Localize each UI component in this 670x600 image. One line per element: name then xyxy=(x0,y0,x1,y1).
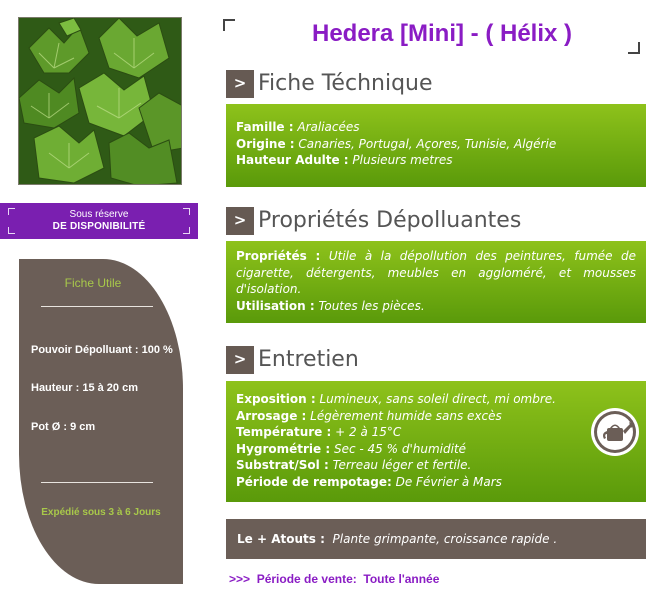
exposition-value: Lumineux, sans soleil direct, mi ombre. xyxy=(319,392,556,406)
badge-line-2: DE DISPONIBILITÉ xyxy=(52,221,146,232)
utilisation-value: Toutes les pièces. xyxy=(318,298,425,313)
famille-value: Araliacées xyxy=(297,120,360,134)
divider xyxy=(41,482,153,483)
arrow-icon: > xyxy=(226,70,254,98)
pot-size: Pot Ø : 9 cm xyxy=(31,421,96,433)
proprietes-box xyxy=(226,241,646,323)
fiche-utile-panel xyxy=(19,259,183,584)
exposition-label: Exposition : xyxy=(236,392,316,406)
arrow-icon: > xyxy=(226,207,254,235)
fiche-technique-box xyxy=(226,104,646,187)
hygrometrie-value: Sec - 45 % d'humidité xyxy=(333,441,467,456)
hauteur: Hauteur : 15 à 20 cm xyxy=(31,382,138,394)
page-title: Hedera [Mini] - ( Hélix ) xyxy=(311,20,573,47)
rempotage-value: De Février à Mars xyxy=(395,474,502,489)
hygrometrie-label: Hygrométrie : xyxy=(236,441,331,456)
badge-corner xyxy=(183,227,190,234)
rempotage-label: Période de rempotage: xyxy=(236,474,392,489)
badge-corner xyxy=(8,227,15,234)
entretien-box xyxy=(226,381,646,502)
plant-photo xyxy=(18,17,182,185)
section-title: Fiche Téchnique xyxy=(258,71,433,96)
atouts-value: Plante grimpante, croissance rapide . xyxy=(332,532,558,546)
divider xyxy=(41,306,153,307)
watering-can-icon xyxy=(590,407,640,457)
substrat-value: Terreau léger et fertile. xyxy=(332,458,472,472)
periode-label: Période de vente: xyxy=(256,572,357,586)
substrat-label: Substrat/Sol : xyxy=(236,458,329,472)
section-title: Entretien xyxy=(258,347,359,372)
temperature-value: + 2 à 15°C xyxy=(335,425,402,439)
badge-line-1: Sous réserve xyxy=(69,209,129,220)
pouvoir-depolluant: Pouvoir Dépolluant : 100 % xyxy=(31,344,173,356)
hauteur-adulte-label: Hauteur Adulte : xyxy=(236,153,349,167)
periode-prefix: >>> xyxy=(229,572,251,586)
arrosage-value: Légèrement humide sans excès xyxy=(310,408,502,423)
periode-vente xyxy=(229,572,439,586)
origine-label: Origine : xyxy=(236,136,295,151)
atouts-label: Le + Atouts : xyxy=(237,532,325,546)
arrosage-label: Arrosage : xyxy=(236,408,307,423)
badge-corner xyxy=(183,208,190,215)
fiche-utile-title: Fiche Utile xyxy=(64,276,122,290)
temperature-label: Température : xyxy=(236,425,332,439)
proprietes-label: Propriétés : xyxy=(236,249,321,263)
utilisation-label: Utilisation : xyxy=(236,298,315,313)
origine-value: Canaries, Portugal, Açores, Tunisie, Algérie xyxy=(298,136,557,151)
shipping-delay: Expédié sous 3 à 6 Jours xyxy=(41,507,161,518)
badge-corner xyxy=(8,208,15,215)
arrow-icon: > xyxy=(226,346,254,374)
availability-badge xyxy=(0,203,198,239)
section-title: Propriétés Dépolluantes xyxy=(258,208,522,233)
famille-label: Famille : xyxy=(236,120,294,134)
periode-value: Toute l'année xyxy=(363,572,440,586)
proprietes-value: Utile à la dépollution des peintures, fumée de cigarette, détergents, meubles en aggloméré, et mousses d'isolation. xyxy=(236,249,636,296)
atouts-box xyxy=(226,519,646,559)
hauteur-adulte-value: Plusieurs metres xyxy=(352,153,453,167)
